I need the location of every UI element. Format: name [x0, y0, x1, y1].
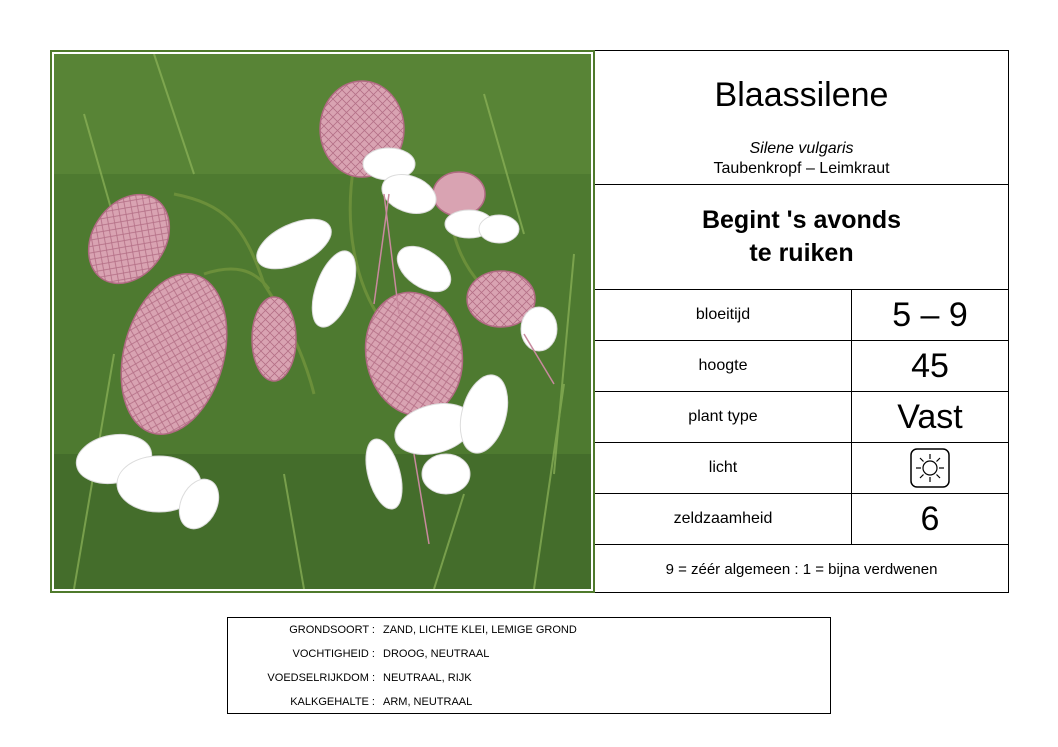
- fact-label: zeldzaamheid: [595, 494, 852, 544]
- fact-row-bloeitijd: [595, 290, 1008, 341]
- remark-block: [595, 185, 1008, 290]
- soil-row: [228, 696, 830, 712]
- fact-value: 45: [911, 346, 949, 385]
- soil-row: [228, 624, 830, 640]
- fact-row-zeldzaamheid: [595, 494, 1008, 545]
- fact-row-plant-type: [595, 392, 1008, 443]
- rarity-scale-note: 9 = zéér algemeen : 1 = bijna verdwenen: [665, 560, 938, 578]
- sun-icon: [910, 448, 950, 488]
- latin-name: Silene vulgaris: [749, 140, 854, 157]
- remark-line: te ruiken: [749, 239, 854, 267]
- fact-row-hoogte: [595, 341, 1008, 392]
- fact-label: hoogte: [595, 341, 852, 391]
- fact-value: 6: [920, 499, 940, 538]
- fact-row-licht: [595, 443, 1008, 494]
- plant-photo-illustration: [54, 54, 591, 589]
- remark-line: Begint 's avonds: [701, 206, 902, 234]
- soil-info-box: [227, 617, 831, 714]
- soil-value: ARM, NEUTRAAL: [383, 696, 473, 708]
- fact-label: plant type: [595, 392, 852, 442]
- fact-label: bloeitijd: [595, 290, 852, 340]
- fact-label: licht: [595, 443, 852, 493]
- soil-value: NEUTRAAL, RIJK: [383, 672, 472, 684]
- common-name: Blaassilene: [714, 76, 889, 114]
- info-card: [595, 50, 1009, 593]
- soil-row: [228, 672, 830, 688]
- soil-key: GRONDSOORT :: [289, 624, 375, 636]
- soil-value: ZAND, LICHTE KLEI, LEMIGE GROND: [383, 624, 577, 636]
- fact-value-icon: [852, 443, 1008, 493]
- plant-photo: [50, 50, 595, 593]
- soil-row: [228, 648, 830, 664]
- fact-value: Vast: [897, 397, 963, 436]
- german-name: Taubenkropf – Leimkraut: [713, 160, 890, 177]
- soil-key: VOCHTIGHEID :: [292, 648, 375, 660]
- soil-value: DROOG, NEUTRAAL: [383, 648, 490, 660]
- fact-value: 5 – 9: [892, 295, 968, 334]
- soil-key: VOEDSELRIJKDOM :: [267, 672, 375, 684]
- soil-key: KALKGEHALTE :: [290, 696, 375, 708]
- title-block: [595, 51, 1008, 185]
